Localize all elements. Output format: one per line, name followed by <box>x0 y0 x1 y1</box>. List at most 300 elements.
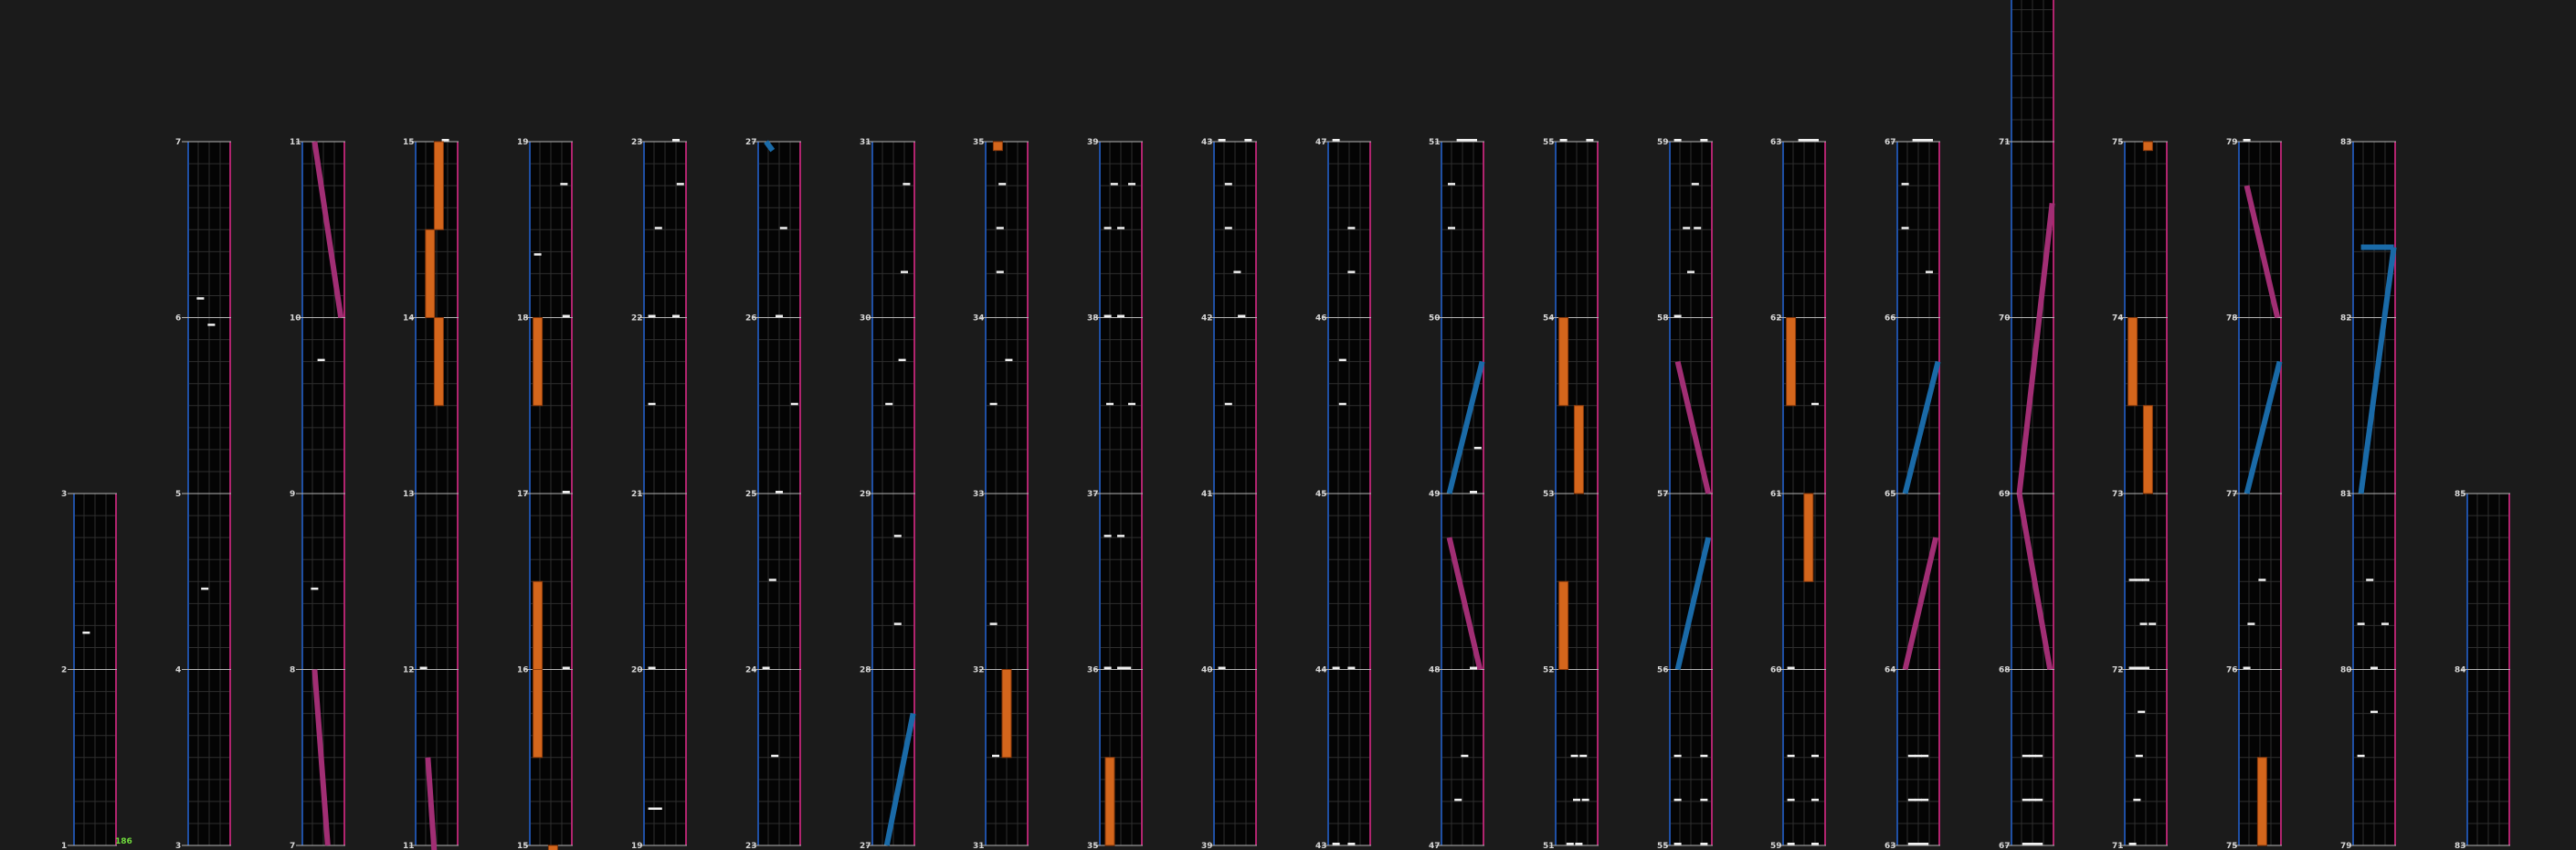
lane-col-15 <box>1663 142 1713 845</box>
measure-number: 79 <box>2340 842 2352 850</box>
lane-col-2 <box>182 142 231 845</box>
measure-number: 52 <box>1543 665 1555 675</box>
measure-number: 83 <box>2340 138 2352 147</box>
tap-note <box>1913 139 1920 142</box>
tap-note <box>1575 843 1582 845</box>
measure-number: 75 <box>2112 138 2124 147</box>
tap-note <box>894 622 902 625</box>
measure-number: 26 <box>745 313 757 324</box>
measure-number: 79 <box>2226 138 2238 147</box>
hold-note <box>434 318 443 406</box>
tap-note <box>990 622 998 625</box>
tap-note <box>776 315 783 318</box>
tap-note <box>1333 139 1340 142</box>
tap-note <box>563 315 570 318</box>
measure-number: 33 <box>973 490 985 499</box>
tap-note <box>1333 843 1340 845</box>
tap-note <box>649 403 656 406</box>
measure-number: 74 <box>2112 313 2124 324</box>
measure-number: 63 <box>1770 138 1782 147</box>
tap-note <box>1908 843 1916 845</box>
lane-col-6 <box>638 142 687 845</box>
tap-note <box>1560 139 1568 142</box>
measure-number: 41 <box>1201 490 1213 499</box>
tap-note <box>1805 139 1812 142</box>
hold-note <box>533 318 543 406</box>
tap-note <box>2035 799 2043 802</box>
measure-number: 51 <box>1429 138 1441 147</box>
measure-number: 46 <box>1315 313 1327 324</box>
tap-note <box>2142 667 2149 670</box>
measure-number: 38 <box>1087 313 1099 324</box>
tap-note <box>1463 139 1471 142</box>
hold-note <box>1804 494 1813 581</box>
measure-number: 69 <box>1999 490 2011 499</box>
hold-note <box>548 845 557 850</box>
measure-number: 9 <box>290 490 296 499</box>
tap-note <box>318 359 325 362</box>
tap-note <box>1674 755 1682 758</box>
measure-number: 36 <box>1087 665 1099 675</box>
measure-number: 39 <box>1201 842 1213 850</box>
tap-note <box>1674 843 1682 845</box>
measure-number: 4 <box>175 665 182 675</box>
tap-note <box>534 253 542 256</box>
tap-note <box>2148 622 2156 625</box>
tap-note <box>1700 843 1707 845</box>
hold-note <box>434 142 443 229</box>
tap-note <box>1700 139 1707 142</box>
measure-number: 35 <box>973 138 985 147</box>
tap-note <box>1333 667 1340 670</box>
tap-note <box>2035 755 2043 758</box>
tap-note <box>2035 843 2043 845</box>
tap-note <box>1908 799 1916 802</box>
tap-note <box>649 667 656 670</box>
tap-note <box>1225 227 1232 229</box>
tap-note <box>1474 447 1482 450</box>
tap-note <box>2243 667 2251 670</box>
tap-note <box>655 227 662 229</box>
tap-note <box>780 227 787 229</box>
measure-number: 58 <box>1657 313 1669 324</box>
tap-note <box>1694 227 1701 229</box>
measure-number: 5 <box>175 490 182 499</box>
tap-note <box>1674 799 1682 802</box>
tap-note <box>2029 843 2036 845</box>
tap-note <box>1124 667 1131 670</box>
measure-number: 27 <box>745 138 757 147</box>
measure-number: 68 <box>1999 665 2011 675</box>
measure-number: 30 <box>860 313 871 324</box>
measure-number: 16 <box>517 665 529 675</box>
tap-note <box>560 183 567 186</box>
measure-number: 53 <box>1543 490 1555 499</box>
measure-number: 6 <box>175 313 182 324</box>
tap-note <box>2029 755 2036 758</box>
tap-note <box>1347 271 1355 273</box>
measure-number: 43 <box>1201 138 1213 147</box>
tap-note <box>2142 579 2149 581</box>
hold-note <box>1105 758 1114 845</box>
tap-note <box>769 579 776 581</box>
tap-note <box>1117 667 1124 670</box>
measure-number: 19 <box>631 842 643 850</box>
tap-note <box>1470 667 1477 670</box>
measure-number: 15 <box>403 138 415 147</box>
tap-note <box>998 183 1006 186</box>
tap-note <box>1104 315 1112 318</box>
measure-number: 17 <box>517 490 529 499</box>
measure-number: 45 <box>1315 490 1327 499</box>
tap-note <box>763 667 770 670</box>
measure-number: 60 <box>1770 665 1782 675</box>
tap-note <box>1225 403 1232 406</box>
tap-note <box>201 588 208 590</box>
tap-note <box>2129 667 2137 670</box>
tap-note <box>2022 799 2030 802</box>
measure-number: 66 <box>1884 313 1896 324</box>
measure-number: 14 <box>403 313 415 324</box>
measure-number: 76 <box>2226 665 2238 675</box>
hold-note <box>2143 142 2152 151</box>
tap-note <box>420 667 428 670</box>
measure-number: 47 <box>1429 842 1441 850</box>
tap-note <box>1902 183 1909 186</box>
measure-number: 25 <box>745 490 757 499</box>
tap-note <box>2243 139 2251 142</box>
lane-col-13 <box>1435 142 1484 845</box>
tap-note <box>2029 799 2036 802</box>
lane-col-5 <box>523 142 573 845</box>
measure-number: 85 <box>2455 490 2466 499</box>
tap-note <box>1104 535 1112 537</box>
tap-note <box>1573 799 1580 802</box>
tap-note <box>1470 491 1477 494</box>
tap-note <box>1788 755 1795 758</box>
tap-note <box>1700 799 1707 802</box>
tap-note <box>1457 139 1464 142</box>
measure-number: 81 <box>2340 490 2352 499</box>
tap-note <box>1915 755 1922 758</box>
tap-note <box>2370 711 2378 714</box>
tap-note <box>2358 622 2365 625</box>
measure-number: 43 <box>1315 842 1327 850</box>
measure-number: 32 <box>973 665 985 675</box>
tap-note <box>82 632 90 634</box>
tap-note <box>1582 799 1589 802</box>
tap-note <box>2133 799 2140 802</box>
hold-note <box>2143 406 2152 494</box>
tap-note <box>1700 755 1707 758</box>
tap-note <box>1902 227 1909 229</box>
tap-note <box>997 271 1004 273</box>
tap-note <box>885 403 892 406</box>
tap-note <box>2136 579 2143 581</box>
tap-note <box>1104 227 1112 229</box>
measure-number: 39 <box>1087 138 1099 147</box>
lane-col-20 <box>2233 142 2282 845</box>
tap-note <box>1461 755 1468 758</box>
tap-note <box>1117 535 1124 537</box>
measure-number: 62 <box>1770 313 1782 324</box>
measure-number: 3 <box>175 842 182 850</box>
measure-number: 55 <box>1657 842 1669 850</box>
tap-note <box>563 491 570 494</box>
tap-note <box>2140 622 2148 625</box>
tap-note <box>1586 139 1593 142</box>
measure-number: 80 <box>2340 665 2352 675</box>
tap-note <box>1347 667 1355 670</box>
tap-note <box>1128 403 1135 406</box>
lane-col-12 <box>1322 142 1371 845</box>
tap-note <box>899 359 906 362</box>
tap-note <box>1926 271 1933 273</box>
measure-number: 49 <box>1429 490 1441 499</box>
measure-number: 18 <box>517 313 529 324</box>
tap-note <box>649 315 656 318</box>
measure-number: 67 <box>1884 138 1896 147</box>
measure-number: 75 <box>2226 842 2238 850</box>
lane-col-7 <box>752 142 801 845</box>
measure-number: 15 <box>517 842 529 850</box>
measure-number: 28 <box>860 665 871 675</box>
tap-note <box>1579 755 1587 758</box>
measure-number: 10 <box>290 313 301 324</box>
tap-note <box>1448 183 1455 186</box>
lane-col-11 <box>1208 142 1257 845</box>
tap-note <box>442 139 449 142</box>
tap-note <box>1811 755 1819 758</box>
measure-number: 24 <box>745 665 757 675</box>
hold-note <box>2128 318 2138 406</box>
measure-number: 12 <box>403 665 415 675</box>
tap-note <box>997 227 1004 229</box>
measure-number: 11 <box>290 138 301 147</box>
lane-col-22 <box>2461 494 2510 845</box>
tap-note <box>2136 667 2143 670</box>
tap-note <box>2358 755 2365 758</box>
measure-number: 8 <box>290 665 296 675</box>
measure-number: 65 <box>1884 490 1896 499</box>
measure-number: 23 <box>631 138 643 147</box>
measure-number: 61 <box>1770 490 1782 499</box>
tap-note <box>903 183 910 186</box>
tap-note <box>1926 139 1933 142</box>
tap-note <box>563 667 570 670</box>
measure-number: 63 <box>1884 842 1896 850</box>
tap-note <box>1921 755 1928 758</box>
measure-number: 7 <box>290 842 296 850</box>
tap-note <box>771 755 778 758</box>
measure-number: 82 <box>2340 313 2352 324</box>
measure-number: 27 <box>860 842 871 850</box>
tap-note <box>672 139 680 142</box>
measure-number: 22 <box>631 313 643 324</box>
measure-number: 50 <box>1429 313 1441 324</box>
tap-note <box>1128 183 1135 186</box>
measure-number: 84 <box>2455 665 2466 675</box>
tap-note <box>1692 183 1699 186</box>
tap-note <box>2381 622 2389 625</box>
tap-note <box>1788 667 1795 670</box>
hold-note <box>533 581 543 669</box>
measure-number: 48 <box>1429 665 1441 675</box>
tap-note <box>1811 799 1819 802</box>
tap-note <box>1915 843 1922 845</box>
marks-col-1 <box>82 632 90 634</box>
hold-note <box>1574 406 1583 494</box>
measure-number: 56 <box>1657 665 1669 675</box>
tap-note <box>990 403 998 406</box>
measure-number: 71 <box>2112 842 2124 850</box>
measure-number: 59 <box>1657 138 1669 147</box>
tap-note <box>791 403 798 406</box>
tap-note <box>776 491 783 494</box>
lane-col-10 <box>1093 142 1143 845</box>
tap-note <box>196 297 204 300</box>
tap-note <box>1117 315 1124 318</box>
tap-note <box>672 315 680 318</box>
tap-note <box>1238 315 1245 318</box>
measure-number: 37 <box>1087 490 1099 499</box>
bpm-label: 186 <box>115 837 132 846</box>
tap-note <box>1811 403 1819 406</box>
tap-note <box>1687 271 1694 273</box>
tap-note <box>1219 139 1226 142</box>
tap-note <box>1244 139 1251 142</box>
hold-note <box>1559 581 1568 669</box>
tap-note <box>677 183 684 186</box>
tap-note <box>1674 139 1682 142</box>
tap-note <box>1571 755 1578 758</box>
tap-note <box>1921 843 1928 845</box>
measure-number: 21 <box>631 490 643 499</box>
tap-note <box>2129 579 2137 581</box>
tap-note <box>1811 843 1819 845</box>
tap-note <box>1788 843 1795 845</box>
tap-note <box>1219 667 1226 670</box>
measure-number: 55 <box>1543 138 1555 147</box>
tap-note <box>2022 843 2030 845</box>
measure-number: 11 <box>403 842 415 850</box>
measure-number: 47 <box>1315 138 1327 147</box>
tap-note <box>207 324 215 326</box>
measure-number: 34 <box>973 313 985 324</box>
measure-number: 31 <box>860 138 871 147</box>
tap-note <box>1347 843 1355 845</box>
measure-number: 23 <box>745 842 757 850</box>
tap-note <box>894 535 902 537</box>
measure-number: 67 <box>1999 842 2011 850</box>
hold-note <box>1002 670 1011 758</box>
tap-note <box>1919 139 1927 142</box>
tap-note <box>1454 799 1462 802</box>
tap-note <box>1567 843 1574 845</box>
tap-note <box>1117 227 1124 229</box>
tap-note <box>2366 579 2373 581</box>
hold-note <box>533 670 543 758</box>
tap-note <box>1347 227 1355 229</box>
tap-note <box>2258 579 2265 581</box>
measure-number: 77 <box>2226 490 2238 499</box>
tap-note <box>1005 359 1012 362</box>
hold-note <box>993 142 1002 151</box>
tap-note <box>1674 315 1682 318</box>
tap-note <box>655 808 662 811</box>
tap-note <box>1448 227 1455 229</box>
tap-note <box>1908 755 1916 758</box>
tap-note <box>1104 667 1112 670</box>
measure-number: 20 <box>631 665 643 675</box>
measure-number: 70 <box>1999 313 2011 324</box>
hold-note <box>426 229 435 317</box>
tap-note <box>1921 799 1928 802</box>
tap-note <box>2247 622 2254 625</box>
measure-number: 7 <box>175 138 182 147</box>
measure-number: 13 <box>403 490 415 499</box>
measure-number: 1 <box>61 842 68 850</box>
measure-number: 44 <box>1315 665 1327 675</box>
tap-note <box>1811 139 1819 142</box>
tap-note <box>1683 227 1690 229</box>
tap-note <box>1233 271 1240 273</box>
measure-number: 29 <box>860 490 871 499</box>
tap-note <box>1470 139 1477 142</box>
tap-note <box>649 808 656 811</box>
tap-note <box>1788 799 1795 802</box>
tap-note <box>992 755 999 758</box>
tap-note <box>2022 755 2030 758</box>
tap-note <box>1799 139 1806 142</box>
tap-note <box>1915 799 1922 802</box>
measure-number: 42 <box>1201 313 1213 324</box>
measure-number: 3 <box>61 490 68 499</box>
tap-note <box>2136 755 2143 758</box>
tap-note <box>1339 359 1346 362</box>
tap-note <box>2370 667 2378 670</box>
measure-number: 54 <box>1543 313 1555 324</box>
measure-number: 72 <box>2112 665 2124 675</box>
measure-number: 71 <box>1999 138 2011 147</box>
measure-number: 31 <box>973 842 985 850</box>
tap-note <box>1111 183 1118 186</box>
measure-number: 64 <box>1884 665 1896 675</box>
tap-note <box>1225 183 1232 186</box>
hold-note <box>1787 318 1796 406</box>
measure-number: 78 <box>2226 313 2238 324</box>
measure-number: 35 <box>1087 842 1099 850</box>
measure-number: 73 <box>2112 490 2124 499</box>
tap-note <box>1339 403 1346 406</box>
measure-number: 83 <box>2455 842 2466 850</box>
lane-col-1 <box>68 494 117 845</box>
measure-number: 59 <box>1770 842 1782 850</box>
hold-note <box>2257 758 2266 845</box>
measure-number: 57 <box>1657 490 1669 499</box>
hold-note <box>1559 318 1568 406</box>
lane-col-17 <box>1891 142 1940 845</box>
measure-number: 2 <box>61 665 68 675</box>
measure-number: 51 <box>1543 842 1555 850</box>
tap-note <box>2129 843 2137 845</box>
lane-col-16 <box>1777 142 1826 845</box>
tap-note <box>311 588 318 590</box>
tap-note <box>1106 403 1114 406</box>
measure-number: 19 <box>517 138 529 147</box>
measure-number: 40 <box>1201 665 1213 675</box>
tap-note <box>901 271 908 273</box>
